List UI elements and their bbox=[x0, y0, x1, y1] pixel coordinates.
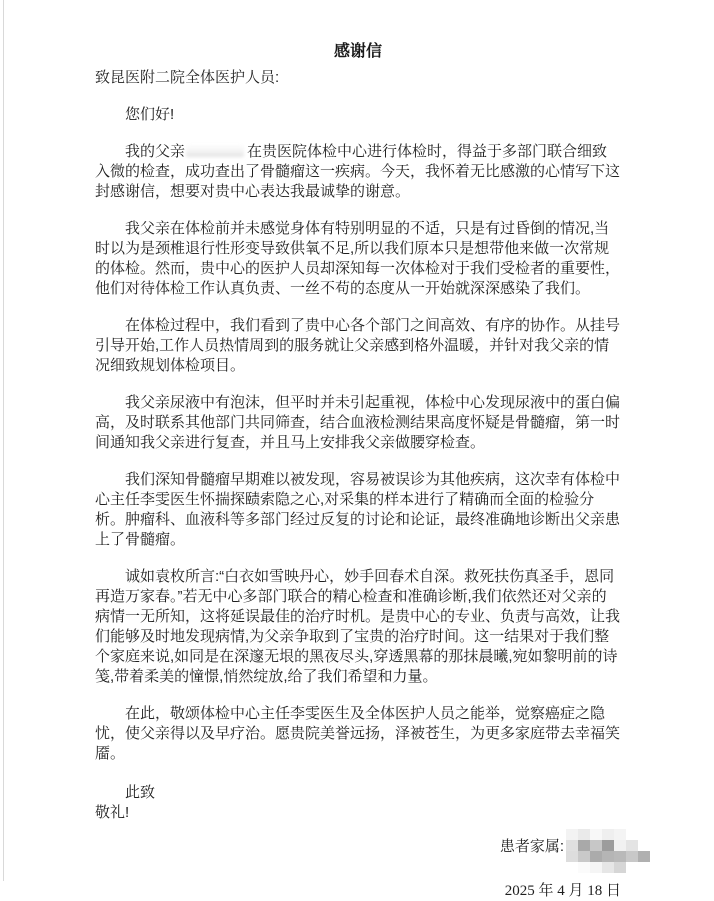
paragraph-3: 在体检过程中，我们看到了贵中心各个部门之间高效、有序的协作。从挂号引导开始,工作人员热情周到的服务就让父亲感到格外温暖，并针对我父亲的情况细致规划体检项目。 bbox=[95, 317, 621, 374]
signature-label: 患者家属: bbox=[499, 838, 564, 855]
page-title: 感谢信 bbox=[333, 43, 382, 60]
redacted-father-name bbox=[186, 144, 244, 157]
paragraph-2: 我父亲在体检前并未感觉身体有特别明显的不适，只是有过昏倒的情况,当时以为是颈椎退行性形变导致供氧不足,所以我们原本只是想带他来做一次常规的体检。然而，贵中心的医护人员却深知每一次体检对于我们受检者的重要性，他们对待体检工作认真负责、一丝不苟的态度从一开始就深深感染了我们。 bbox=[95, 220, 621, 297]
paragraph-1-prefix: 我的父亲 bbox=[125, 143, 186, 160]
page-left-edge bbox=[3, 0, 4, 881]
greeting: 您们好! bbox=[125, 106, 175, 123]
closing-jingli: 敬礼! bbox=[95, 804, 130, 821]
redacted-family-name-mosaic bbox=[566, 829, 650, 873]
letter-date: 2025 年 4 月 18 日 bbox=[504, 883, 621, 899]
salutation: 致昆医附二院全体医护人员: bbox=[95, 69, 280, 86]
paragraph-7: 在此，敬颂体检中心主任李雯医生及全体医护人员之能举，觉察癌症之隐忧，使父亲得以及早疗治。愿贵院美誉远扬，泽被苍生，为更多家庭带去幸福笑靥。 bbox=[95, 705, 621, 762]
paragraph-1-suffix: 在贵医院体检中心进行体检时，得益于多部门联合细致入微的检查，成功查出了骨髓瘤这一疾病。今天，我怀着无比感激的心情写下这封感谢信，想要对贵中心表达我最诚挚的谢意。 bbox=[95, 143, 621, 200]
signature-row bbox=[95, 837, 650, 857]
paragraph-1 bbox=[95, 142, 621, 202]
paragraph-5: 我们深知骨髓瘤早期难以被发现，容易被误诊为其他疾病，这次幸有体检中心主任李雯医生怀揣探赜索隐之心,对采集的样本进行了精确而全面的检验分析。肿瘤科、血液科等多部门经过反复的讨论和论证，最终准确地诊断出父亲患上了骨髓瘤。 bbox=[95, 471, 621, 548]
paragraph-6: 诚如袁枚所言:“白衣如雪映丹心，妙手回春术自深。救死扶伤真圣手，恩同再造万家春。”若无中心多部门联合的精心检查和准确诊断,我们依然还对父亲的病情一无所知，这将延误最佳的治疗时机。是贵中心的专业、负责与高效，让我们能够及时地发现病情,为父亲争取到了宝贵的治疗时间。这一结果对于我们整个家庭来说,如同是在深邃无垠的黑夜尽头,穿透黑幕的那抹晨曦,宛如黎明前的诗笺,带着柔美的憧憬,悄然绽放,给了我们希望和力量。 bbox=[95, 568, 621, 685]
closing-cizhi: 此致 bbox=[125, 784, 156, 801]
paragraph-4: 我父亲尿液中有泡沫，但平时并未引起重视，体检中心发现尿液中的蛋白偏高，及时联系其他部门共同筛查，结合血液检测结果高度怀疑是骨髓瘤，第一时间通知我父亲进行复查，并且马上安排我父亲做腰穿检查。 bbox=[95, 394, 621, 451]
